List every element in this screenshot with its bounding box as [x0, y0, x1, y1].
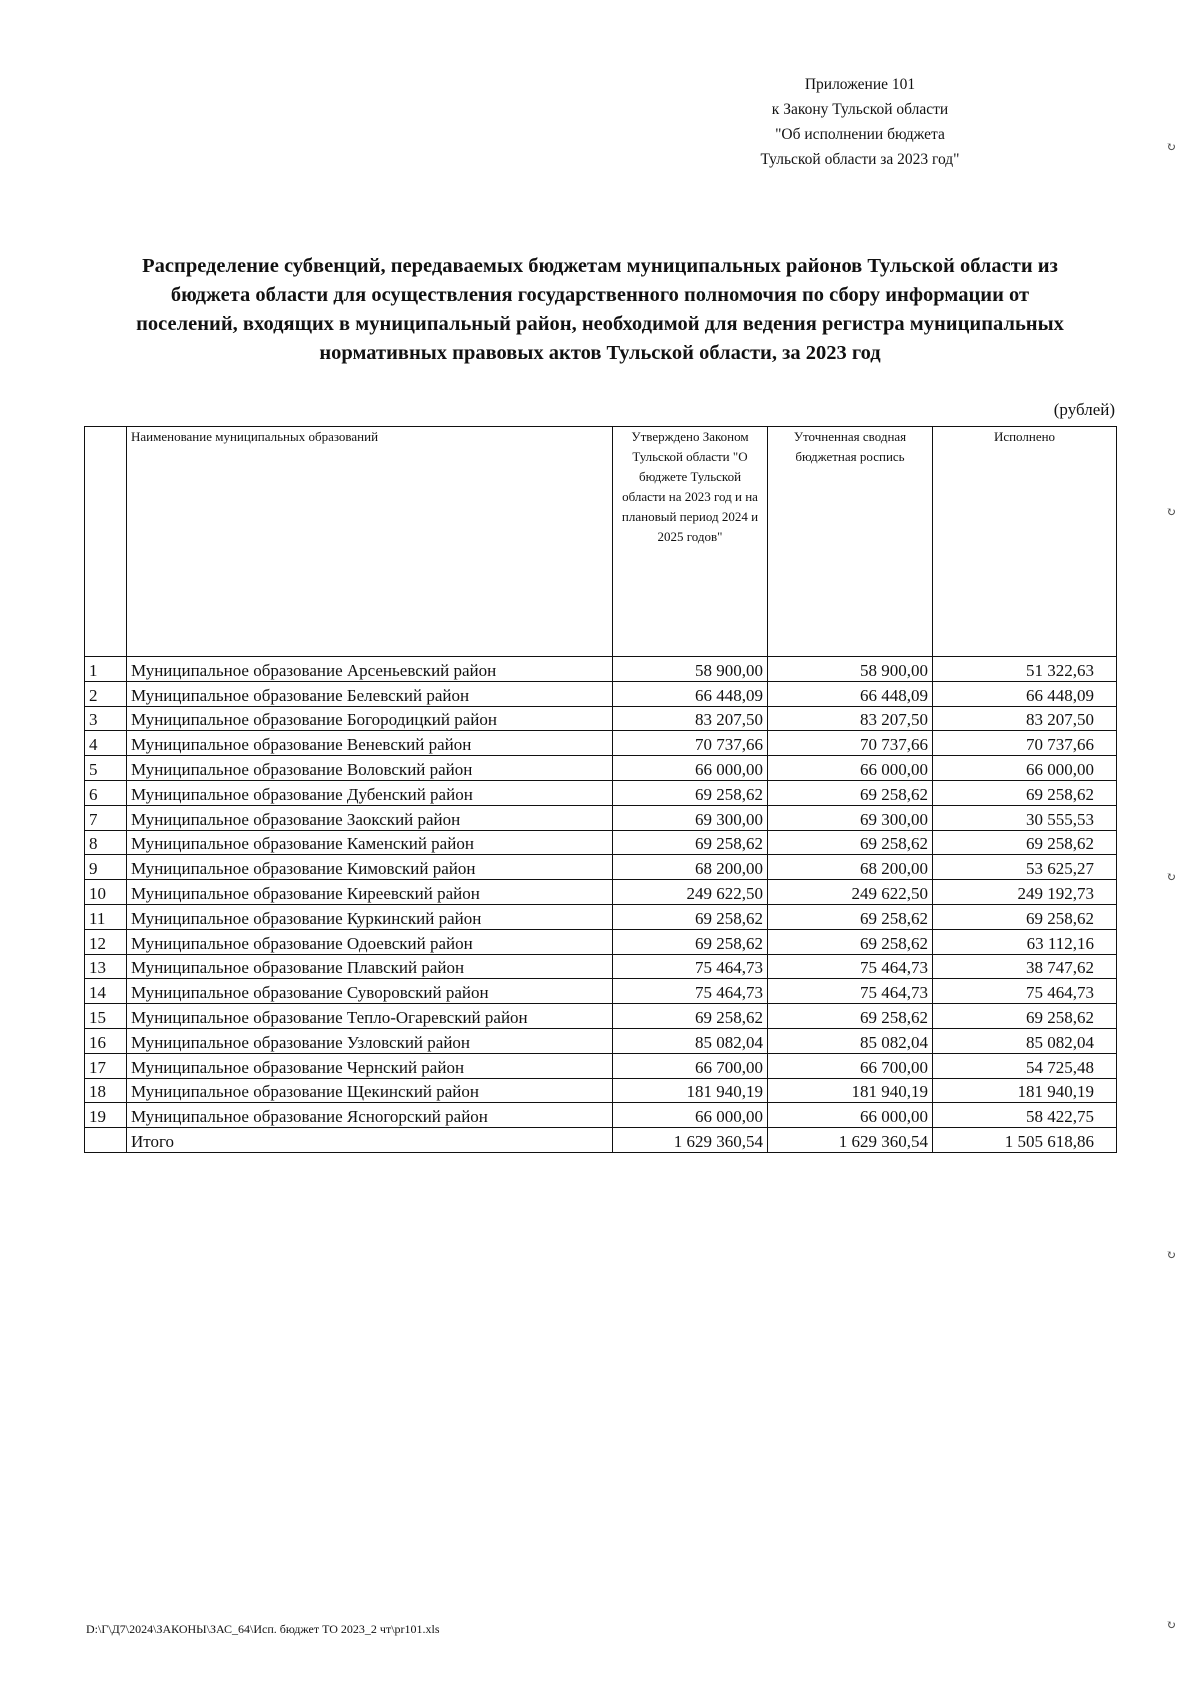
- executed-amount: 75 464,73: [933, 979, 1117, 1004]
- table-row: [85, 830, 1117, 855]
- table-row: [85, 979, 1117, 1004]
- municipality-name: Муниципальное образование Ясногорский район: [127, 1103, 613, 1128]
- table-row: [85, 954, 1117, 979]
- row-number: [85, 1128, 127, 1153]
- document-title: [80, 252, 1120, 368]
- municipality-name: Муниципальное образование Плавский район: [127, 954, 613, 979]
- table-row: [85, 756, 1117, 781]
- table-row: [85, 1103, 1117, 1128]
- row-number: 11: [85, 904, 127, 929]
- row-number: 8: [85, 830, 127, 855]
- municipality-name: Муниципальное образование Щекинский район: [127, 1078, 613, 1103]
- municipality-name: Муниципальное образование Тепло-Огаревский район: [127, 1004, 613, 1029]
- table-header-row: [85, 427, 1117, 657]
- revised-amount: 58 900,00: [768, 657, 933, 682]
- executed-amount: 85 082,04: [933, 1028, 1117, 1053]
- municipality-name: Муниципальное образование Чернский район: [127, 1053, 613, 1078]
- municipality-name: Муниципальное образование Дубенский район: [127, 780, 613, 805]
- approved-amount: 1 629 360,54: [613, 1128, 768, 1153]
- title-line: поселений, входящих в муниципальный район, необходимой для ведения регистра муниципальных: [136, 313, 1064, 335]
- approved-amount: 66 000,00: [613, 756, 768, 781]
- annex-line: к Закону Тульской области: [771, 101, 949, 118]
- row-number: 13: [85, 954, 127, 979]
- table-row: [85, 855, 1117, 880]
- executed-amount: 1 505 618,86: [933, 1128, 1117, 1153]
- title-line: бюджета области для осуществления государственного полномочия по сбору информации от: [170, 284, 1030, 306]
- revised-amount: 69 258,62: [768, 780, 933, 805]
- approved-amount: 75 464,73: [613, 979, 768, 1004]
- row-number: 7: [85, 805, 127, 830]
- municipality-name: Итого: [127, 1128, 613, 1153]
- approved-amount: 69 258,62: [613, 830, 768, 855]
- title-line: Распределение субвенций, передаваемых бюджетам муниципальных районов Тульской области из: [142, 255, 1058, 277]
- municipality-name: Муниципальное образование Узловский район: [127, 1028, 613, 1053]
- revised-amount: 85 082,04: [768, 1028, 933, 1053]
- revised-amount: 249 622,50: [768, 880, 933, 905]
- approved-amount: 69 258,62: [613, 780, 768, 805]
- row-number: 14: [85, 979, 127, 1004]
- row-number: 17: [85, 1053, 127, 1078]
- revised-amount: 69 258,62: [768, 929, 933, 954]
- row-number: 3: [85, 706, 127, 731]
- revised-amount: 75 464,73: [768, 979, 933, 1004]
- approved-amount: 181 940,19: [613, 1078, 768, 1103]
- subvention-table: [84, 426, 1117, 1153]
- municipality-name: Муниципальное образование Белевский район: [127, 681, 613, 706]
- table-row: [85, 657, 1117, 682]
- executed-amount: 38 747,62: [933, 954, 1117, 979]
- approved-amount: 66 000,00: [613, 1103, 768, 1128]
- header-revised: Уточненная сводная бюджетная роспись: [768, 427, 933, 657]
- revised-amount: 69 300,00: [768, 805, 933, 830]
- units-label: (рублей): [1053, 400, 1115, 419]
- municipality-name: Муниципальное образование Каменский район: [127, 830, 613, 855]
- table-row: [85, 681, 1117, 706]
- executed-amount: 69 258,62: [933, 904, 1117, 929]
- revised-amount: 181 940,19: [768, 1078, 933, 1103]
- municipality-name: Муниципальное образование Веневский район: [127, 731, 613, 756]
- scan-mark-icon: ↻: [1166, 505, 1177, 519]
- executed-amount: 69 258,62: [933, 830, 1117, 855]
- approved-amount: 66 448,09: [613, 681, 768, 706]
- approved-amount: 75 464,73: [613, 954, 768, 979]
- table-row: [85, 780, 1117, 805]
- executed-amount: 51 322,63: [933, 657, 1117, 682]
- municipality-name: Муниципальное образование Кимовский район: [127, 855, 613, 880]
- table-row: [85, 1053, 1117, 1078]
- total-row: [85, 1128, 1117, 1153]
- scan-mark-icon: ↻: [1166, 140, 1177, 154]
- table-row: [85, 1028, 1117, 1053]
- scan-mark-icon: ↻: [1166, 1618, 1177, 1632]
- municipality-name: Муниципальное образование Киреевский район: [127, 880, 613, 905]
- header-executed: Исполнено: [933, 427, 1117, 657]
- revised-amount: 75 464,73: [768, 954, 933, 979]
- scan-mark-icon: ↻: [1166, 870, 1177, 884]
- approved-amount: 68 200,00: [613, 855, 768, 880]
- file-path: D:\Г\Д7\2024\ЗАКОНЫ\ЗАС_64\Исп. бюджет ТО 2023_2 чт\pr101.xls: [86, 1622, 440, 1636]
- table-row: [85, 929, 1117, 954]
- table-row: [85, 880, 1117, 905]
- approved-amount: 69 258,62: [613, 1004, 768, 1029]
- row-number: 19: [85, 1103, 127, 1128]
- row-number: 2: [85, 681, 127, 706]
- row-number: 18: [85, 1078, 127, 1103]
- executed-amount: 66 448,09: [933, 681, 1117, 706]
- executed-amount: 83 207,50: [933, 706, 1117, 731]
- row-number: 6: [85, 780, 127, 805]
- approved-amount: 83 207,50: [613, 706, 768, 731]
- approved-amount: 85 082,04: [613, 1028, 768, 1053]
- table-row: [85, 904, 1117, 929]
- approved-amount: 69 258,62: [613, 904, 768, 929]
- table-row: [85, 731, 1117, 756]
- executed-amount: 63 112,16: [933, 929, 1117, 954]
- revised-amount: 66 448,09: [768, 681, 933, 706]
- row-number: 1: [85, 657, 127, 682]
- scan-mark-icon: ↻: [1166, 1248, 1177, 1262]
- row-number: 4: [85, 731, 127, 756]
- revised-amount: 69 258,62: [768, 904, 933, 929]
- table-row: [85, 1004, 1117, 1029]
- executed-amount: 53 625,27: [933, 855, 1117, 880]
- revised-amount: 70 737,66: [768, 731, 933, 756]
- row-number: 5: [85, 756, 127, 781]
- executed-amount: 66 000,00: [933, 756, 1117, 781]
- revised-amount: 66 000,00: [768, 1103, 933, 1128]
- table-row: [85, 805, 1117, 830]
- header-name: Наименование муниципальных образований: [127, 427, 613, 657]
- approved-amount: 69 300,00: [613, 805, 768, 830]
- annex-block: [700, 72, 1020, 172]
- municipality-name: Муниципальное образование Арсеньевский район: [127, 657, 613, 682]
- approved-amount: 70 737,66: [613, 731, 768, 756]
- row-number: 16: [85, 1028, 127, 1053]
- approved-amount: 66 700,00: [613, 1053, 768, 1078]
- annex-line: Тульской области за 2023 год": [760, 151, 960, 168]
- approved-amount: 58 900,00: [613, 657, 768, 682]
- executed-amount: 249 192,73: [933, 880, 1117, 905]
- municipality-name: Муниципальное образование Заокский район: [127, 805, 613, 830]
- revised-amount: 68 200,00: [768, 855, 933, 880]
- row-number: 12: [85, 929, 127, 954]
- revised-amount: 83 207,50: [768, 706, 933, 731]
- annex-line: "Об исполнении бюджета: [775, 126, 945, 143]
- table-row: [85, 1078, 1117, 1103]
- executed-amount: 54 725,48: [933, 1053, 1117, 1078]
- municipality-name: Муниципальное образование Воловский район: [127, 756, 613, 781]
- row-number: 15: [85, 1004, 127, 1029]
- municipality-name: Муниципальное образование Суворовский район: [127, 979, 613, 1004]
- revised-amount: 1 629 360,54: [768, 1128, 933, 1153]
- municipality-name: Муниципальное образование Куркинский район: [127, 904, 613, 929]
- row-number: 9: [85, 855, 127, 880]
- revised-amount: 69 258,62: [768, 1004, 933, 1029]
- approved-amount: 249 622,50: [613, 880, 768, 905]
- title-line: нормативных правовых актов Тульской области, за 2023 год: [319, 342, 881, 364]
- municipality-name: Муниципальное образование Одоевский район: [127, 929, 613, 954]
- executed-amount: 58 422,75: [933, 1103, 1117, 1128]
- executed-amount: 70 737,66: [933, 731, 1117, 756]
- revised-amount: 66 000,00: [768, 756, 933, 781]
- approved-amount: 69 258,62: [613, 929, 768, 954]
- executed-amount: 69 258,62: [933, 780, 1117, 805]
- header-number: [85, 427, 127, 657]
- table-row: [85, 706, 1117, 731]
- executed-amount: 181 940,19: [933, 1078, 1117, 1103]
- annex-line: Приложение 101: [804, 76, 916, 93]
- row-number: 10: [85, 880, 127, 905]
- header-approved: Утверждено Законом Тульской области "О бюджете Тульской области на 2023 год и на плановый период 2024 и 2025 годов": [613, 427, 768, 657]
- executed-amount: 30 555,53: [933, 805, 1117, 830]
- revised-amount: 69 258,62: [768, 830, 933, 855]
- municipality-name: Муниципальное образование Богородицкий район: [127, 706, 613, 731]
- executed-amount: 69 258,62: [933, 1004, 1117, 1029]
- revised-amount: 66 700,00: [768, 1053, 933, 1078]
